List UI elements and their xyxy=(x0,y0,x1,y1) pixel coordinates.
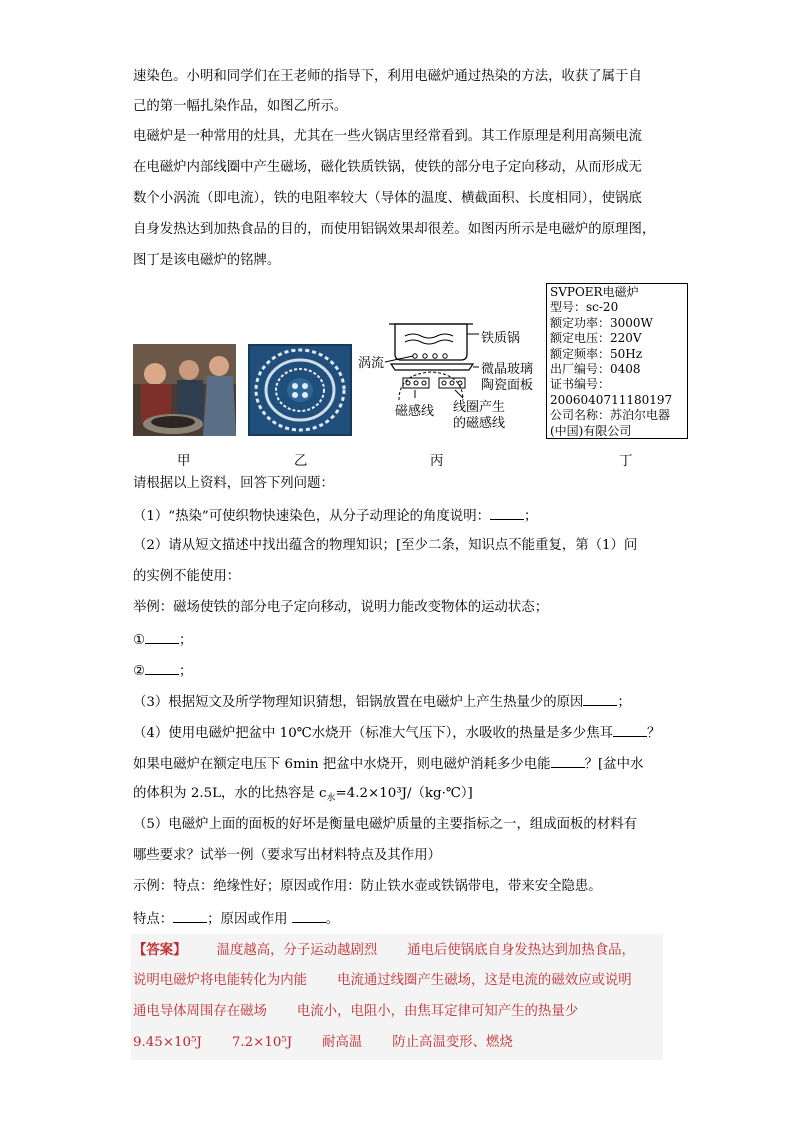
question-3-text: （3）根据短文及所学物理知识猜想，铝锅放置在电磁炉上产生热量少的原因 xyxy=(133,695,584,710)
nameplate xyxy=(546,283,688,439)
answer-line-4 xyxy=(133,1033,513,1053)
text-line-3: 电磁炉是一种常用的灶具，尤其在一些火锅店里经常看到。其工作原理是利用高频电流 xyxy=(133,129,642,144)
caption-ding: 丁 xyxy=(619,454,633,469)
answer-part: 温度越高，分子运动越剧烈 xyxy=(216,943,378,958)
item-1-marker: ① xyxy=(133,633,146,648)
answer-line-1 xyxy=(133,940,635,961)
question-3 xyxy=(133,691,631,713)
nameplate-line: 2006040711180197 xyxy=(550,392,673,407)
question-2-item-1 xyxy=(133,629,192,651)
caption-bing: 丙 xyxy=(430,454,444,469)
answer-blank-1[interactable] xyxy=(490,505,524,520)
question-4-line-1 xyxy=(133,722,660,744)
nameplate-line: 证书编号： xyxy=(550,377,611,392)
item-2-marker: ② xyxy=(133,664,146,679)
nameplate-line: 额定功率：3000W xyxy=(550,315,653,330)
tie-dye-artwork xyxy=(248,344,352,436)
question-2-line-1: （2）请从短文描述中找出蕴含的物理知识；[至少二条，知识点不能重复，第（1）问 xyxy=(133,538,638,553)
answer-blank-8[interactable] xyxy=(292,908,326,923)
question-4-text-1: （4）使用电磁炉把盆中 10℃水烧开（标准大气压下），水吸收的热量是多少焦耳 xyxy=(133,726,613,741)
item-2-end: ； xyxy=(179,664,193,679)
question-1-end: ； xyxy=(523,509,538,524)
answer-line-3 xyxy=(133,1002,578,1022)
nameplate-line: 型号：sc-20 xyxy=(550,300,619,315)
induction-cooker-diagram xyxy=(355,312,545,436)
answer-blank-5[interactable] xyxy=(613,722,647,737)
question-5-line-1: （5）电磁炉上面的面板的好坏是衡量电磁炉质量的主要指标之一，组成面板的材料有 xyxy=(133,817,637,832)
nameplate-line: 额定电压：220V xyxy=(550,331,642,346)
text-line-7: 图丁是该电磁炉的铭牌。 xyxy=(133,253,281,268)
text-line-2: 己的第一幅扎染作品，如图乙所示。 xyxy=(133,99,348,114)
answer-part: 电流小，电阻小，由焦耳定律可知产生的热量少 xyxy=(296,1004,579,1019)
question-1-text: （1）“热染”可使织物快速染色，从分子动理论的角度说明： xyxy=(133,509,490,524)
item-1-end: ； xyxy=(179,633,193,648)
answer-tag: 【答案】 xyxy=(133,942,187,958)
question-4-end-1: ？ xyxy=(646,726,661,741)
questions-intro: 请根据以上资料，回答下列问题： xyxy=(133,476,334,491)
answer-blank-2[interactable] xyxy=(145,629,179,644)
answer-part: 说明电磁炉将电能转化为内能 xyxy=(133,973,308,988)
question-5-fill xyxy=(133,908,339,930)
question-2-example: 举例：磁场使铁的部分电子定向移动，说明力能改变物体的运动状态； xyxy=(133,600,549,615)
answer-part: 通电后使锅底自身发热达到加热食品， xyxy=(407,943,635,958)
nameplate-line: 公司名称：苏泊尔电器 xyxy=(550,408,671,423)
fill-label-1: 特点： xyxy=(133,912,174,927)
text-line-1: 速染色。小明和同学们在王老师的指导下，利用电磁炉通过热染的方法，收获了属于自 xyxy=(133,69,642,84)
nameplate-line: SVPOER电磁炉 xyxy=(550,285,639,299)
tie-dye-pattern xyxy=(248,344,352,436)
caption-yi: 乙 xyxy=(294,454,308,469)
label-panel: 陶瓷面板 xyxy=(481,378,534,393)
label-eddy: 涡流 xyxy=(358,356,385,371)
text-line-6: 自身发热达到加热食品的目的，而使用铝锅效果却很差。如图丙所示是电磁炉的原理图， xyxy=(133,222,656,237)
answer-part: 耐高温 xyxy=(322,1035,363,1050)
question-5-sample: 示例：特点：绝缘性好；原因或作用：防止铁水壶或铁锅带电，带来安全隐患。 xyxy=(133,879,602,894)
label-glass: 微晶玻璃 xyxy=(481,362,534,377)
question-4-text-2: 如果电磁炉在额定电压下 6min 把盆中水烧开，则电磁炉消耗多少电能 xyxy=(133,757,551,772)
caption-jia: 甲 xyxy=(177,454,191,469)
text-line-5: 数个小涡流（即电流），铁的电阻率较大（导体的温度、横截面积、长度相同），使锅底 xyxy=(133,191,642,206)
nameplate-line: 出厂编号：0408 xyxy=(550,362,641,377)
text-line-4: 在电磁炉内部线圈中产生磁场，磁化铁质铁锅，使铁的部分电子定向移动，从而形成无 xyxy=(133,160,642,175)
question-2-item-2 xyxy=(133,660,192,682)
answer-part: 通电导体周围存在磁场 xyxy=(133,1004,267,1019)
answer-blank-7[interactable] xyxy=(173,908,207,923)
question-4-line-2 xyxy=(133,753,643,775)
question-4-text-4: =4.2×10³J/（kg·℃）] xyxy=(335,786,473,801)
answer-part: 9.45×10⁵J xyxy=(133,1035,202,1050)
nameplate-line: (中国)有限公司 xyxy=(550,423,632,438)
fill-label-2: ；原因或作用 xyxy=(207,912,292,927)
answer-part: 电流通过线圈产生磁场，这是电流的磁效应或说明 xyxy=(337,973,632,988)
question-2-line-2: 的实例不能使用： xyxy=(133,569,241,584)
question-5-line-2: 哪些要求？试举一例（要求写出材料特点及其作用） xyxy=(133,848,441,863)
label-coil-2: 的磁感线 xyxy=(453,416,506,431)
label-pot: 铁质锅 xyxy=(481,331,521,346)
answer-blank-6[interactable] xyxy=(551,753,585,768)
answer-blank-3[interactable] xyxy=(145,660,179,675)
label-coil-1: 线圈产生 xyxy=(453,400,506,415)
label-field-line: 磁感线 xyxy=(395,404,435,419)
answer-part: 7.2×10⁵J xyxy=(231,1035,293,1050)
answer-part: 防止高温变形、燃烧 xyxy=(392,1035,513,1050)
subscript-water: 水 xyxy=(326,793,336,804)
question-3-end: ； xyxy=(617,695,631,710)
photo-jia-illustration xyxy=(133,344,236,436)
fill-label-3: 。 xyxy=(325,912,340,927)
answer-blank-4[interactable] xyxy=(583,691,617,706)
answer-line-2 xyxy=(133,971,632,991)
question-4-end-2: ？[盆中水 xyxy=(584,757,644,772)
nameplate-line: 额定频率：50Hz xyxy=(550,346,643,361)
question-1 xyxy=(133,505,537,527)
question-4-text-3: 的体积为 2.5L，水的比热容是 c xyxy=(133,786,327,801)
question-4-line-3 xyxy=(133,784,473,809)
photo-jia xyxy=(133,344,236,436)
